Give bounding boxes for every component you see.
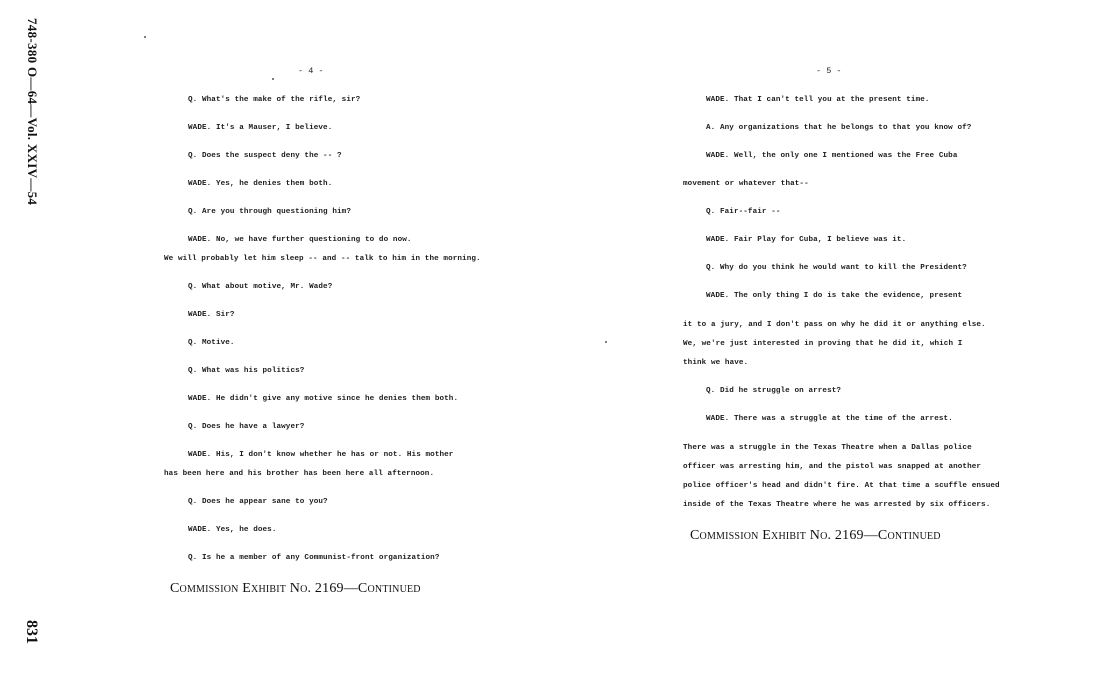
transcript-line: Q. What's the make of the rifle, sir? [188,96,361,104]
transcript-line: Q. What was his politics? [188,367,305,375]
transcript-line: WADE. It's a Mauser, I believe. [188,124,333,132]
transcript-line: has been here and his brother has been here all afternoon. [164,470,435,478]
transcript-line: Q. Are you through questioning him? [188,208,351,216]
folio-number: 831 [23,620,40,644]
transcript-line: WADE. His, I don't know whether he has or not. His mother [188,451,454,459]
transcript-line: We, we're just interested in proving that he did it, which I [683,340,963,348]
exhibit-caption-right: Commission Exhibit No. 2169—Continued [690,528,941,543]
scan-speck [144,36,146,38]
transcript-line: movement or whatever that-- [683,180,809,188]
transcript-line: Q. Why do you think he would want to kill the President? [706,264,967,272]
transcript-line: There was a struggle in the Texas Theatre when a Dallas police [683,444,972,452]
transcript-line: officer was arresting him, and the pistol was snapped at another [683,463,982,471]
transcript-line: think we have. [683,359,749,367]
transcript-line: WADE. Yes, he does. [188,526,277,534]
transcript-line: inside of the Texas Theatre where he was arrested by six officers. [683,501,991,509]
transcript-line: WADE. Yes, he denies them both. [188,180,333,188]
page-number-right: - 5 - [816,66,842,76]
transcript-line: WADE. No, we have further questioning to do now. [188,236,412,244]
transcript-line: WADE. That I can't tell you at the present time. [706,96,930,104]
transcript-line: Q. Fair--fair -- [706,208,781,216]
transcript-line: Q. Does he have a lawyer? [188,423,305,431]
scan-speck [272,78,274,80]
transcript-line: Q. What about motive, Mr. Wade? [188,283,333,291]
exhibit-caption-left: Commission Exhibit No. 2169—Continued [170,581,421,596]
transcript-line: A. Any organizations that he belongs to that you know of? [706,124,972,132]
transcript-line: WADE. The only thing I do is take the evidence, present [706,292,963,300]
transcript-line: WADE. He didn't give any motive since he denies them both. [188,395,459,403]
page-number-left: - 4 - [298,66,324,76]
transcript-line: WADE. Fair Play for Cuba, I believe was it. [706,236,907,244]
transcript-line: Q. Motive. [188,339,235,347]
transcript-line: Q. Did he struggle on arrest? [706,387,842,395]
transcript-line: police officer's head and didn't fire. At that time a scuffle ensued [683,482,1000,490]
transcript-line: Q. Does the suspect deny the -- ? [188,152,342,160]
transcript-line: We will probably let him sleep -- and -- talk to him in the morning. [164,255,481,263]
volume-stamp: 748-380 O—64—Vol. XXIV—54 [25,18,40,206]
transcript-line: Q. Does he appear sane to you? [188,498,328,506]
transcript-line: Q. Is he a member of any Communist-front organization? [188,554,440,562]
transcript-line: WADE. Well, the only one I mentioned was the Free Cuba [706,152,958,160]
scan-speck [605,341,607,343]
transcript-line: WADE. There was a struggle at the time of the arrest. [706,415,953,423]
transcript-line: it to a jury, and I don't pass on why he did it or anything else. [683,321,986,329]
transcript-line: WADE. Sir? [188,311,235,319]
